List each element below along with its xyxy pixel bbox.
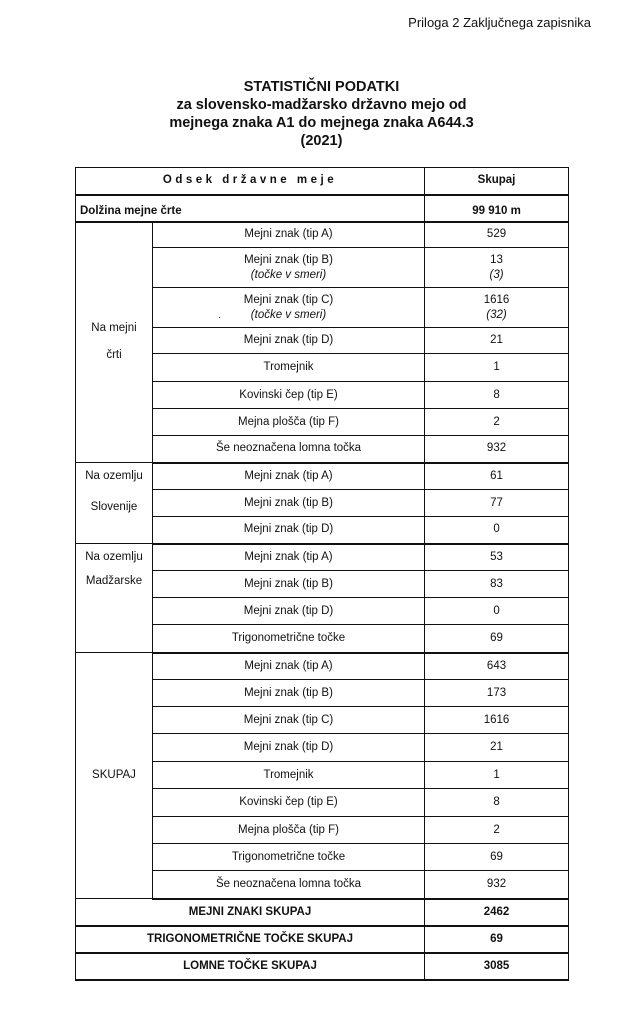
table-row [76,222,569,248]
row-value: 1616 [425,707,569,734]
row-label: Kovinski čep (tip E) [153,789,425,817]
row-label: Mejni znak (tip C) [153,707,425,734]
row-value [425,248,569,288]
summary-row [76,899,569,926]
row-label: Mejni znak (tip A) [153,463,425,490]
group-label: črti [106,349,122,362]
row-value-sub: (3) [489,268,504,281]
group-label: Na ozemlju [85,551,143,563]
summary-row [76,953,569,980]
row-value: 21 [425,328,569,354]
row-value-sub: (32) [486,308,507,321]
row-value: 77 [425,490,569,517]
summary-value: 3085 [425,953,569,980]
row-value: 643 [425,653,569,680]
summary-label: TRIGONOMETRIČNE TOČKE SKUPAJ [76,926,425,953]
row-label: Mejni znak (tip D) [153,517,425,544]
row-value: 529 [425,222,569,248]
row-value: 932 [425,871,569,899]
length-value: 99 910 m [425,195,569,222]
group-label: Slovenije [90,501,138,513]
row-label: Trigonometrične točke [153,625,425,653]
row-label: Mejni znak (tip B) [153,490,425,517]
title-line: STATISTIČNI PODATKI [243,79,400,95]
stray-dot: · [218,312,222,323]
row-label: Mejni znak (tip D) [153,328,425,354]
group-on-line [76,222,153,463]
row-value: 932 [425,436,569,463]
group-label: Na ozemlju [85,470,143,482]
document-title [0,78,643,150]
row-label-main: Mejni znak (tip C) [243,293,334,306]
row-label [153,248,425,288]
summary-label: MEJNI ZNAKI SKUPAJ [76,899,425,926]
row-value: 0 [425,517,569,544]
statistics-table [75,167,569,981]
summary-label: LOMNE TOČKE SKUPAJ [76,953,425,980]
row-value: 2 [425,409,569,436]
row-label: Mejni znak (tip B) [153,680,425,707]
row-value: 0 [425,598,569,625]
table-row [76,463,569,490]
row-label: Mejni znak (tip B) [153,571,425,598]
attachment-note: Priloga 2 Zaključnega zapisnika [408,15,591,30]
row-value: 173 [425,680,569,707]
row-label-sub: (točke v smeri) [250,308,327,321]
row-label: Mejni znak (tip A) [153,653,425,680]
row-label-main: Mejni znak (tip B) [244,253,333,266]
row-label: Mejni znak (tip D) [153,598,425,625]
row-label: Še neoznačena lomna točka [153,871,425,899]
summary-value: 2462 [425,899,569,926]
row-label: Tromejnik [153,762,425,789]
row-label: Trigonometrične točke [153,844,425,871]
row-value-main: 13 [490,253,503,266]
group-slovenia [76,463,153,544]
row-value-main: 1616 [483,293,510,306]
row-value: 2 [425,817,569,844]
group-total: SKUPAJ [76,653,153,899]
row-label: Še neoznačena lomna točka [153,436,425,463]
row-value: 61 [425,463,569,490]
group-label: Madžarske [85,575,143,587]
title-line: mejnega znaka A1 do mejnega znaka A644.3 [169,115,474,131]
column-header-total: Skupaj [425,168,569,195]
row-label: Mejna plošča (tip F) [153,817,425,844]
row-label: Mejna plošča (tip F) [153,409,425,436]
column-header-section: Odsek državne meje [76,168,425,195]
row-value: 1 [425,354,569,382]
row-label: Kovinski čep (tip E) [153,382,425,409]
table-header-row [76,168,569,195]
row-label-sub: (točke v smeri) [250,268,327,281]
row-value: 8 [425,382,569,409]
row-label: Mejni znak (tip A) [153,544,425,571]
summary-value: 69 [425,926,569,953]
title-line: za slovensko-madžarsko državno mejo od [176,97,467,113]
row-label: Mejni znak (tip D) [153,734,425,762]
row-value: 21 [425,734,569,762]
row-value: 1 [425,762,569,789]
row-value: 83 [425,571,569,598]
length-label: Dolžina mejne črte [76,195,425,222]
row-label: Tromejnik [153,354,425,382]
row-label: Mejni znak (tip A) [153,222,425,248]
length-row [76,195,569,222]
table-row [76,653,569,680]
group-label: Na mejni [91,322,137,335]
table-row [76,544,569,571]
row-value: 69 [425,844,569,871]
group-hungary [76,544,153,653]
row-value [425,288,569,328]
summary-row [76,926,569,953]
row-value: 53 [425,544,569,571]
row-value: 69 [425,625,569,653]
row-label [153,288,425,328]
row-value: 8 [425,789,569,817]
title-line: (2021) [300,133,343,149]
